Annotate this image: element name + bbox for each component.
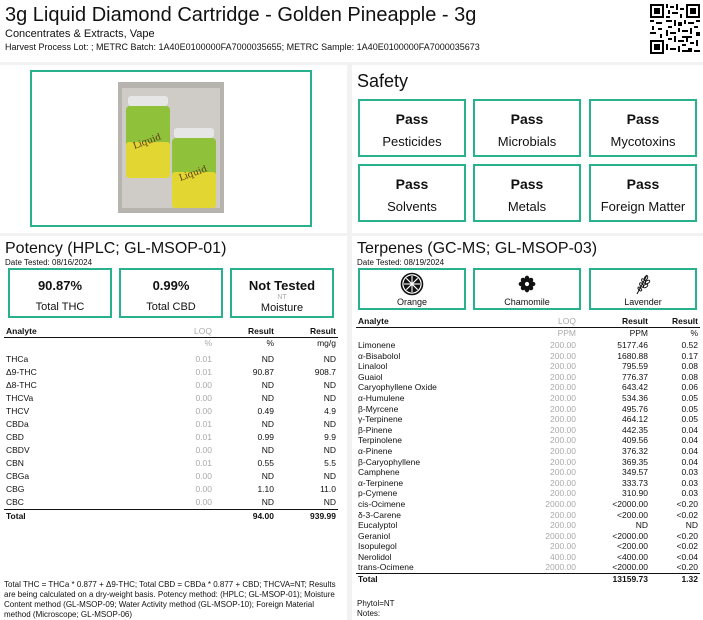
- potency-header-row: [4, 326, 338, 338]
- table-row: [356, 372, 700, 383]
- cell-loq: 0.00: [195, 471, 212, 481]
- cell-analyte: Linalool: [358, 361, 388, 372]
- cell-analyte: β-Caryophyllene: [358, 456, 421, 467]
- cell-pct: 0.04: [681, 456, 698, 467]
- cell-mg: 5.5: [324, 458, 336, 468]
- cell-mg: ND: [323, 393, 336, 403]
- potency-notes: Total THC = THCa * 0.877 + Δ9-THC; Total CBD = CBDa * 0.877 + CBD; THCVA=NT; Results are being calculated on a dry-weight basis. Potency method: (HPLC; GL-MSOP-01); Moisture Content method (GL-MSOP-09; Water Activity method (GL-MSOP-10); Foreign Material method (Microscope; GL-MSOP-06): [4, 580, 336, 619]
- table-row: [4, 418, 338, 431]
- svg-text:Liquid: Liquid: [131, 132, 163, 152]
- safety-title: Safety: [357, 71, 409, 91]
- cell-pct: 0.17: [681, 350, 698, 361]
- col-analyte: Analyte: [4, 326, 154, 338]
- unit-analyte: [356, 328, 506, 341]
- potency-rows: [4, 353, 338, 510]
- terpene-top-chamomile: [473, 268, 581, 310]
- table-row: [356, 340, 700, 351]
- cell-pct: <0.02: [676, 509, 698, 520]
- cell-pct: ND: [261, 445, 274, 455]
- terpenes-header-row: [356, 316, 700, 328]
- cell-loq: 0.00: [195, 406, 212, 416]
- cell-pct: 0.08: [681, 361, 698, 372]
- cell-pct: <0.04: [676, 551, 698, 562]
- cell-pct: 0.99: [257, 432, 274, 442]
- cell-analyte: Nerolidol: [358, 551, 392, 562]
- table-row: [356, 488, 700, 499]
- col-result-pct: Result: [650, 316, 700, 328]
- cell-loq: 0.01: [195, 458, 212, 468]
- cell-pct: 0.49: [257, 406, 274, 416]
- product-photo-panel: [0, 65, 347, 233]
- safety-foreign-matter: [589, 164, 697, 222]
- cell-analyte: CBG: [6, 484, 25, 494]
- safety-microbials: [473, 99, 581, 157]
- cell-analyte: THCa: [6, 354, 29, 364]
- cell-ppm: 1680.88: [617, 350, 648, 361]
- safety-result: Pass: [626, 111, 660, 127]
- table-row: [4, 353, 338, 366]
- cell-loq: 200.00: [550, 424, 576, 435]
- cell-loq: 200.00: [550, 445, 576, 456]
- cell-loq: 200.00: [550, 467, 576, 478]
- potency-title: Potency (HPLC; GL-MSOP-01): [5, 240, 227, 257]
- cell-pct: ND: [261, 471, 274, 481]
- cell-analyte: cis-Ocimene: [358, 498, 406, 509]
- table-row: [356, 351, 700, 362]
- table-row: [356, 414, 700, 425]
- cell-loq: 200.00: [550, 392, 576, 403]
- summary-label: Total THC: [35, 301, 85, 313]
- col-loq: LOQ: [154, 326, 214, 338]
- cell-pct: 0.08: [681, 371, 698, 382]
- cell-loq: 2000.00: [545, 562, 576, 573]
- total-loq: [154, 510, 214, 524]
- cell-analyte: CBDa: [6, 419, 29, 429]
- cell-pct: ND: [261, 497, 274, 507]
- cell-loq: 200.00: [550, 477, 576, 488]
- terpenes-rows: [356, 340, 700, 574]
- col-result-mg: Result: [276, 326, 338, 338]
- moisture-box: [230, 268, 334, 318]
- safety-pesticides: [358, 99, 466, 157]
- total-pct: 1.32: [650, 574, 700, 585]
- table-row: [356, 562, 700, 573]
- product-photo-frame: [30, 70, 312, 227]
- cell-pct: 0.03: [681, 477, 698, 488]
- cell-pct: 90.87: [252, 367, 274, 377]
- unit-loq: PPM: [557, 328, 576, 338]
- cell-loq: 400.00: [550, 551, 576, 562]
- cell-analyte: CBDV: [6, 445, 30, 455]
- cell-ppm: <200.00: [617, 541, 648, 552]
- table-row: [356, 531, 700, 542]
- cell-loq: 200.00: [550, 456, 576, 467]
- terpene-top-label: Orange: [396, 297, 428, 307]
- cell-pct: ND: [261, 380, 274, 390]
- table-row: [356, 478, 700, 489]
- cell-pct: 0.06: [681, 382, 698, 393]
- cell-ppm: 464.12: [622, 414, 648, 425]
- terpene-top-label: Lavender: [624, 297, 662, 307]
- cell-loq: 200.00: [550, 403, 576, 414]
- cell-analyte: Isopulegol: [358, 541, 397, 552]
- cell-loq: 200.00: [550, 541, 576, 552]
- cell-mg: 4.9: [324, 406, 336, 416]
- cell-analyte: α-Humulene: [358, 392, 405, 403]
- cell-loq: 200.00: [550, 382, 576, 393]
- notes-label: Notes:: [357, 609, 381, 618]
- unit-analyte: [4, 338, 154, 354]
- cell-analyte: p-Cymene: [358, 488, 398, 499]
- summary-value: Not Tested: [248, 278, 316, 293]
- cell-loq: 0.00: [195, 445, 212, 455]
- safety-label: Foreign Matter: [600, 199, 686, 214]
- summary-value: 90.87%: [37, 278, 83, 293]
- cell-analyte: γ-Terpinene: [358, 414, 403, 425]
- col-result-ppm: Result: [578, 316, 650, 328]
- cell-pct: <0.20: [676, 562, 698, 573]
- cell-analyte: Caryophyllene Oxide: [358, 382, 437, 393]
- table-row: [356, 520, 700, 531]
- terpenes-panel: [352, 236, 703, 620]
- cell-ppm: 409.56: [622, 435, 648, 446]
- table-row: [356, 510, 700, 521]
- safety-result: Pass: [510, 176, 544, 192]
- col-loq: LOQ: [506, 316, 578, 328]
- cell-loq: 0.01: [195, 367, 212, 377]
- safety-label: Metals: [507, 199, 547, 214]
- table-row: [4, 444, 338, 457]
- terpene-top-label: Chamomile: [504, 297, 550, 307]
- total-pct: 94.00: [214, 510, 276, 524]
- cell-ppm: 5177.46: [617, 340, 648, 350]
- cell-analyte: Guaiol: [358, 371, 383, 382]
- cell-mg: ND: [323, 354, 336, 364]
- total-ppm: 13159.73: [578, 574, 650, 585]
- cell-analyte: Δ9-THC: [6, 367, 37, 377]
- table-row: [356, 541, 700, 552]
- terpenes-notes: [357, 599, 395, 619]
- terpenes-title: Terpenes (GC-MS; GL-MSOP-03): [357, 240, 598, 257]
- cell-pct: ND: [261, 354, 274, 364]
- table-row: [356, 425, 700, 436]
- lavender-icon: [631, 272, 655, 296]
- safety-label: Microbials: [497, 134, 557, 149]
- cell-analyte: Δ8-THC: [6, 380, 37, 390]
- cell-pct: 0.04: [681, 445, 698, 456]
- cell-ppm: 349.57: [622, 467, 648, 478]
- cell-analyte: CBC: [6, 497, 24, 507]
- safety-result: Pass: [395, 176, 429, 192]
- cell-ppm: 369.35: [622, 456, 648, 467]
- cell-ppm: 442.35: [622, 424, 648, 435]
- cell-analyte: CBD: [6, 432, 24, 442]
- table-row: [356, 393, 700, 404]
- cell-ppm: 376.32: [622, 445, 648, 456]
- cell-pct: ND: [261, 393, 274, 403]
- cell-ppm: ND: [635, 520, 648, 531]
- orange-icon: [400, 272, 424, 296]
- table-row: [356, 499, 700, 510]
- table-row: [4, 457, 338, 470]
- cell-mg: ND: [323, 497, 336, 507]
- table-row: [356, 552, 700, 563]
- summary-label: Moisture: [260, 302, 304, 314]
- cell-ppm: <2000.00: [612, 498, 648, 509]
- cell-pct: 1.10: [257, 484, 274, 494]
- table-row: [356, 382, 700, 393]
- safety-label: Pesticides: [382, 134, 442, 149]
- cell-analyte: Eucalyptol: [358, 520, 398, 531]
- cell-pct: 0.05: [681, 403, 698, 414]
- cell-loq: 0.01: [195, 354, 212, 364]
- cell-ppm: 495.76: [622, 403, 648, 414]
- cell-pct: <0.02: [676, 541, 698, 552]
- cell-loq: 0.00: [195, 393, 212, 403]
- cell-loq: 200.00: [550, 488, 576, 499]
- cell-pct: <0.20: [676, 498, 698, 509]
- summary-sub: NT: [277, 294, 287, 301]
- safety-solvents: [358, 164, 466, 222]
- cell-analyte: Limonene: [358, 340, 396, 350]
- cell-analyte: Camphene: [358, 467, 400, 478]
- safety-label: Mycotoxins: [610, 134, 676, 149]
- cell-loq: 0.01: [195, 432, 212, 442]
- safety-result: Pass: [510, 111, 544, 127]
- safety-result: Pass: [626, 176, 660, 192]
- cell-pct: <0.20: [676, 530, 698, 541]
- table-row: [4, 366, 338, 379]
- cell-loq: 2000.00: [545, 498, 576, 509]
- cell-ppm: <2000.00: [612, 562, 648, 573]
- cell-loq: 0.00: [195, 497, 212, 507]
- cell-loq: 0.00: [195, 484, 212, 494]
- cell-pct: 0.03: [681, 488, 698, 499]
- report-header: [0, 0, 703, 62]
- unit-result-mg: mg/g: [317, 338, 336, 348]
- cell-pct: 0.04: [681, 424, 698, 435]
- cell-ppm: 310.90: [622, 488, 648, 499]
- cell-mg: ND: [323, 445, 336, 455]
- cell-mg: 11.0: [320, 484, 336, 494]
- cell-analyte: α-Pinene: [358, 445, 393, 456]
- table-row: [356, 457, 700, 468]
- cell-analyte: THCVa: [6, 393, 34, 403]
- cell-pct: 0.05: [681, 392, 698, 403]
- cell-analyte: δ-3-Carene: [358, 509, 401, 520]
- table-row: [4, 470, 338, 483]
- cell-ppm: <2000.00: [612, 530, 648, 541]
- cell-pct: 0.55: [257, 458, 274, 468]
- unit-result-pct: %: [690, 328, 698, 338]
- cell-analyte: CBGa: [6, 471, 30, 481]
- cell-loq: 200.00: [550, 435, 576, 446]
- safety-metals: [473, 164, 581, 222]
- table-row: [4, 379, 338, 392]
- batch-info: Harvest Process Lot: ; METRC Batch: 1A40E0100000FA7000035655; METRC Sample: 1A40E0100000FA7000035673: [5, 42, 480, 52]
- cell-loq: 200.00: [550, 371, 576, 382]
- total-cbd-box: [119, 268, 223, 318]
- cell-ppm: 534.36: [622, 392, 648, 403]
- product-title: 3g Liquid Diamond Cartridge - Golden Pineapple - 3g: [5, 4, 477, 26]
- cell-loq: 200.00: [550, 361, 576, 372]
- safety-result: Pass: [395, 111, 429, 127]
- terpenes-date-tested: Date Tested: 08/19/2024: [357, 258, 445, 267]
- table-row: [4, 392, 338, 405]
- terpenes-total-row: [356, 574, 700, 585]
- total-mg: 939.99: [276, 510, 338, 524]
- table-row: [356, 435, 700, 446]
- cell-loq: 200.00: [550, 509, 576, 520]
- cell-loq: 200.00: [550, 414, 576, 425]
- potency-date-tested: Date Tested: 08/16/2024: [5, 258, 93, 267]
- cell-pct: ND: [261, 419, 274, 429]
- potency-panel: [0, 236, 347, 620]
- col-result-pct: Result: [214, 326, 276, 338]
- safety-panel: [352, 65, 703, 233]
- table-row: [356, 446, 700, 457]
- svg-text:Liquid: Liquid: [177, 164, 209, 184]
- cell-analyte: α-Bisabolol: [358, 350, 401, 361]
- table-row: [4, 483, 338, 496]
- summary-value: 0.99%: [152, 278, 190, 293]
- cell-ppm: <200.00: [617, 509, 648, 520]
- cell-loq: 0.01: [195, 419, 212, 429]
- terpenes-unit-row: [356, 328, 700, 341]
- cell-mg: ND: [323, 419, 336, 429]
- cell-analyte: trans-Ocimene: [358, 562, 414, 573]
- safety-mycotoxins: [589, 99, 697, 157]
- table-row: [4, 405, 338, 418]
- terpene-top-lavender: [589, 268, 697, 310]
- total-loq: [506, 574, 578, 585]
- cell-analyte: CBN: [6, 458, 24, 468]
- cell-pct: ND: [685, 520, 698, 531]
- cell-loq: 200.00: [550, 340, 576, 350]
- cell-ppm: 776.37: [622, 371, 648, 382]
- unit-loq: %: [204, 338, 212, 348]
- cell-ppm: 643.42: [622, 382, 648, 393]
- unit-result-pct: %: [266, 338, 274, 348]
- cell-analyte: THCV: [6, 406, 30, 416]
- table-row: [4, 431, 338, 444]
- potency-unit-row: [4, 338, 338, 354]
- cell-analyte: Geraniol: [358, 530, 391, 541]
- table-row: [4, 496, 338, 510]
- qr-code-icon[interactable]: [650, 4, 700, 54]
- table-row: [356, 467, 700, 478]
- summary-label: Total CBD: [146, 301, 196, 313]
- total-label: Total: [4, 510, 154, 524]
- total-thc-box: [8, 268, 112, 318]
- cell-pct: 0.05: [681, 414, 698, 425]
- cell-analyte: Terpinolene: [358, 435, 402, 446]
- cell-mg: 9.9: [324, 432, 336, 442]
- flower-icon: [515, 272, 539, 296]
- cell-pct: 0.03: [681, 467, 698, 478]
- table-row: [356, 404, 700, 415]
- product-image: [118, 82, 224, 213]
- cell-mg: 908.7: [314, 367, 336, 377]
- potency-total-row: [4, 510, 338, 524]
- product-category: Concentrates & Extracts, Vape: [5, 28, 155, 40]
- cell-ppm: 795.59: [622, 361, 648, 372]
- terpenes-table: [356, 316, 700, 585]
- cell-loq: 0.00: [195, 380, 212, 390]
- potency-table: [4, 326, 338, 523]
- terpene-top-orange: [358, 268, 466, 310]
- cell-loq: 200.00: [550, 520, 576, 531]
- cell-pct: 0.52: [681, 340, 698, 350]
- cell-mg: ND: [323, 471, 336, 481]
- cell-mg: ND: [323, 380, 336, 390]
- cell-ppm: 333.73: [622, 477, 648, 488]
- cell-analyte: α-Terpinene: [358, 477, 404, 488]
- phytol-note: Phytol=NT: [357, 599, 395, 608]
- cell-loq: 200.00: [550, 350, 576, 361]
- safety-label: Solvents: [387, 199, 437, 214]
- total-label: Total: [356, 574, 506, 585]
- cell-analyte: β-Pinene: [358, 424, 393, 435]
- cell-analyte: β-Myrcene: [358, 403, 399, 414]
- cell-pct: 0.04: [681, 435, 698, 446]
- cell-ppm: <400.00: [617, 551, 648, 562]
- unit-result-ppm: PPM: [629, 328, 648, 338]
- cell-loq: 2000.00: [545, 530, 576, 541]
- col-analyte: Analyte: [356, 316, 506, 328]
- table-row: [356, 361, 700, 372]
